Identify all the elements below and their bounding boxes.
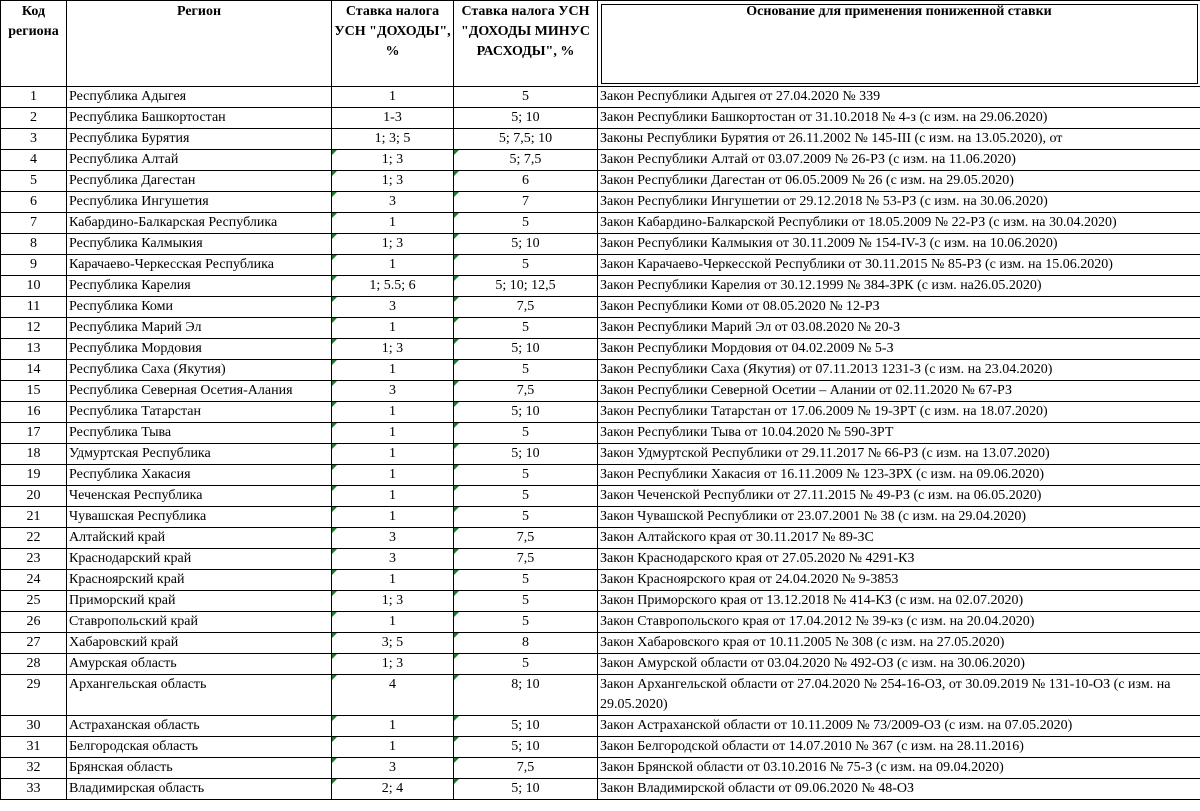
cell-code[interactable]: 15	[1, 381, 67, 402]
cell-income-rate[interactable]: 1	[332, 444, 454, 465]
cell-code[interactable]: 7	[1, 213, 67, 234]
table-row	[1, 297, 1200, 318]
cell-basis[interactable]: Закон Владимирской области от 09.06.2020 № 48-ОЗ	[598, 779, 1200, 800]
cell-income-minus-rate[interactable]: 5; 10	[454, 716, 598, 737]
table-row	[1, 758, 1200, 779]
table-row	[1, 171, 1200, 192]
cell-income-rate[interactable]: 1	[332, 716, 454, 737]
cell-income-rate[interactable]: 1	[332, 318, 454, 339]
cell-region[interactable]: Амурская область	[67, 654, 332, 675]
cell-code[interactable]: 32	[1, 758, 67, 779]
cell-income-rate[interactable]: 1; 3; 5	[332, 129, 454, 150]
cell-income-minus-rate[interactable]: 5; 7,5	[454, 150, 598, 171]
cell-region[interactable]: Удмуртская Республика	[67, 444, 332, 465]
cell-region[interactable]: Республика Башкортостан	[67, 108, 332, 129]
cell-code[interactable]: 30	[1, 716, 67, 737]
cell-income-minus-rate[interactable]: 6	[454, 171, 598, 192]
cell-income-minus-rate[interactable]: 7	[454, 192, 598, 213]
cell-basis[interactable]: Закон Республики Татарстан от 17.06.2009 № 19-ЗРТ (с изм. на 18.07.2020)	[598, 402, 1200, 423]
cell-income-rate[interactable]: 1-3	[332, 108, 454, 129]
cell-region[interactable]: Республика Калмыкия	[67, 234, 332, 255]
cell-region[interactable]: Краснодарский край	[67, 549, 332, 570]
cell-region[interactable]: Республика Карелия	[67, 276, 332, 297]
cell-income-rate[interactable]: 1	[332, 423, 454, 444]
header-income-minus-rate[interactable]: Ставка налога УСН "ДОХОДЫ МИНУС РАСХОДЫ", %	[454, 1, 598, 87]
cell-region[interactable]: Республика Коми	[67, 297, 332, 318]
cell-basis[interactable]: Закон Чеченской Республики от 27.11.2015 № 49-РЗ (с изм. на 06.05.2020)	[598, 486, 1200, 507]
cell-region[interactable]: Республика Марий Эл	[67, 318, 332, 339]
cell-basis[interactable]: Закон Удмуртской Республики от 29.11.2017 № 66-РЗ (с изм. на 13.07.2020)	[598, 444, 1200, 465]
cell-code[interactable]: 10	[1, 276, 67, 297]
table-row	[1, 570, 1200, 591]
cell-income-minus-rate[interactable]: 5; 10	[454, 402, 598, 423]
cell-income-minus-rate[interactable]: 5; 10	[454, 737, 598, 758]
cell-income-minus-rate[interactable]: 5; 10	[454, 234, 598, 255]
cell-income-minus-rate[interactable]: 7,5	[454, 528, 598, 549]
cell-basis[interactable]: Закон Республики Башкортостан от 31.10.2018 № 4-з (с изм. на 29.06.2020)	[598, 108, 1200, 129]
table-row	[1, 423, 1200, 444]
cell-code[interactable]: 31	[1, 737, 67, 758]
table-row	[1, 654, 1200, 675]
cell-region[interactable]: Республика Дагестан	[67, 171, 332, 192]
cell-basis[interactable]: Закон Краснодарского края от 27.05.2020 № 4291-КЗ	[598, 549, 1200, 570]
table-row	[1, 213, 1200, 234]
cell-income-minus-rate[interactable]: 5	[454, 255, 598, 276]
cell-code[interactable]: 27	[1, 633, 67, 654]
cell-income-minus-rate[interactable]: 7,5	[454, 549, 598, 570]
cell-income-rate[interactable]: 1	[332, 737, 454, 758]
cell-basis[interactable]: Закон Приморского края от 13.12.2018 № 414-КЗ (с изм. на 02.07.2020)	[598, 591, 1200, 612]
cell-region[interactable]: Астраханская область	[67, 716, 332, 737]
cell-income-rate[interactable]: 1	[332, 360, 454, 381]
table-row	[1, 192, 1200, 213]
cell-basis[interactable]: Закон Астраханской области от 10.11.2009 № 73/2009-ОЗ (с изм. на 07.05.2020)	[598, 716, 1200, 737]
cell-income-minus-rate[interactable]: 5; 10	[454, 444, 598, 465]
cell-income-rate[interactable]: 3	[332, 549, 454, 570]
table-row	[1, 255, 1200, 276]
cell-income-minus-rate[interactable]: 7,5	[454, 297, 598, 318]
cell-income-minus-rate[interactable]: 5; 7,5; 10	[454, 129, 598, 150]
table-row	[1, 528, 1200, 549]
cell-code[interactable]: 14	[1, 360, 67, 381]
cell-income-rate[interactable]: 3	[332, 381, 454, 402]
cell-region[interactable]: Республика Хакасия	[67, 465, 332, 486]
cell-income-rate[interactable]: 4	[332, 675, 454, 716]
table-row	[1, 612, 1200, 633]
cell-income-minus-rate[interactable]: 7,5	[454, 381, 598, 402]
cell-region[interactable]: Республика Бурятия	[67, 129, 332, 150]
cell-income-rate[interactable]: 1	[332, 255, 454, 276]
cell-region[interactable]: Республика Мордовия	[67, 339, 332, 360]
cell-basis[interactable]: Закон Республики Калмыкия от 30.11.2009 № 154-IV-3 (с изм. на 10.06.2020)	[598, 234, 1200, 255]
cell-region[interactable]: Республика Северная Осетия-Алания	[67, 381, 332, 402]
cell-income-minus-rate[interactable]: 8; 10	[454, 675, 598, 716]
cell-income-rate[interactable]: 2; 4	[332, 779, 454, 800]
cell-income-rate[interactable]: 1	[332, 612, 454, 633]
cell-income-rate[interactable]: 1; 3	[332, 234, 454, 255]
cell-income-rate[interactable]: 1	[332, 402, 454, 423]
cell-code[interactable]: 2	[1, 108, 67, 129]
cell-code[interactable]: 3	[1, 129, 67, 150]
cell-income-minus-rate[interactable]: 5	[454, 360, 598, 381]
table-row	[1, 360, 1200, 381]
cell-basis[interactable]: Закон Карачаево-Черкесской Республики от 30.11.2015 № 85-РЗ (с изм. на 15.06.2020)	[598, 255, 1200, 276]
cell-income-minus-rate[interactable]: 5	[454, 423, 598, 444]
table-row	[1, 276, 1200, 297]
cell-code[interactable]: 12	[1, 318, 67, 339]
cell-income-rate[interactable]: 1; 3	[332, 339, 454, 360]
header-region[interactable]: Регион	[67, 1, 332, 87]
cell-code[interactable]: 8	[1, 234, 67, 255]
table-row	[1, 381, 1200, 402]
cell-region[interactable]: Владимирская область	[67, 779, 332, 800]
header-basis[interactable]: Основание для применения пониженной ставки	[598, 1, 1200, 87]
table-row	[1, 150, 1200, 171]
cell-basis[interactable]: Закон Республики Северной Осетии – Алании от 02.11.2020 № 67-РЗ	[598, 381, 1200, 402]
cell-income-minus-rate[interactable]: 5	[454, 486, 598, 507]
cell-income-rate[interactable]: 3; 5	[332, 633, 454, 654]
cell-basis[interactable]: Закон Брянской области от 03.10.2016 № 75-З (с изм. на 09.04.2020)	[598, 758, 1200, 779]
cell-code[interactable]: 20	[1, 486, 67, 507]
table-row	[1, 234, 1200, 255]
cell-code[interactable]: 33	[1, 779, 67, 800]
cell-code[interactable]: 6	[1, 192, 67, 213]
cell-basis[interactable]: Закон Республики Мордовия от 04.02.2009 № 5-З	[598, 339, 1200, 360]
table-row	[1, 444, 1200, 465]
cell-code[interactable]: 11	[1, 297, 67, 318]
cell-basis[interactable]: Закон Архангельской области от 27.04.2020 № 254-16-ОЗ, от 30.09.2019 № 131-10-ОЗ (с изм. на 29.05.2020)	[598, 675, 1200, 716]
cell-region[interactable]: Алтайский край	[67, 528, 332, 549]
cell-region[interactable]: Кабардино-Балкарская Республика	[67, 213, 332, 234]
cell-income-minus-rate[interactable]: 7,5	[454, 758, 598, 779]
cell-income-rate[interactable]: 1	[332, 486, 454, 507]
cell-code[interactable]: 19	[1, 465, 67, 486]
table-row	[1, 108, 1200, 129]
cell-basis[interactable]: Закон Республики Саха (Якутия) от 07.11.2013 1231-З (с изм. на 23.04.2020)	[598, 360, 1200, 381]
cell-basis[interactable]: Закон Ставропольского края от 17.04.2012 № 39-кз (с изм. на 20.04.2020)	[598, 612, 1200, 633]
cell-region[interactable]: Республика Алтай	[67, 150, 332, 171]
cell-code[interactable]: 9	[1, 255, 67, 276]
cell-code[interactable]: 4	[1, 150, 67, 171]
table-row	[1, 318, 1200, 339]
cell-region[interactable]: Брянская область	[67, 758, 332, 779]
cell-basis[interactable]: Закон Республики Алтай от 03.07.2009 № 26-РЗ (с изм. на 11.06.2020)	[598, 150, 1200, 171]
cell-code[interactable]: 22	[1, 528, 67, 549]
cell-income-minus-rate[interactable]: 5	[454, 612, 598, 633]
table-row	[1, 779, 1200, 800]
table-row	[1, 716, 1200, 737]
cell-income-rate[interactable]: 3	[332, 528, 454, 549]
cell-region[interactable]: Чеченская Республика	[67, 486, 332, 507]
cell-basis[interactable]: Закон Кабардино-Балкарской Республики от 18.05.2009 № 22-РЗ (с изм. на 30.04.2020)	[598, 213, 1200, 234]
cell-basis[interactable]: Закон Республики Адыгея от 27.04.2020 № 339	[598, 87, 1200, 108]
cell-income-rate[interactable]: 1; 3	[332, 591, 454, 612]
cell-code[interactable]: 25	[1, 591, 67, 612]
table-row	[1, 87, 1200, 108]
table-row	[1, 129, 1200, 150]
cell-income-minus-rate[interactable]: 5; 10	[454, 779, 598, 800]
cell-income-minus-rate[interactable]: 8	[454, 633, 598, 654]
cell-basis[interactable]: Закон Республики Хакасия от 16.11.2009 № 123-ЗРХ (с изм. на 09.06.2020)	[598, 465, 1200, 486]
table-row	[1, 465, 1200, 486]
cell-code[interactable]: 24	[1, 570, 67, 591]
cell-region[interactable]: Республика Тыва	[67, 423, 332, 444]
cell-region[interactable]: Хабаровский край	[67, 633, 332, 654]
cell-code[interactable]: 18	[1, 444, 67, 465]
cell-income-minus-rate[interactable]: 5	[454, 570, 598, 591]
cell-basis[interactable]: Закон Красноярского края от 24.04.2020 № 9-3853	[598, 570, 1200, 591]
cell-income-minus-rate[interactable]: 5	[454, 318, 598, 339]
cell-basis[interactable]: Закон Амурской области от 03.04.2020 № 492-ОЗ (с изм. на 30.06.2020)	[598, 654, 1200, 675]
cell-income-rate[interactable]: 1	[332, 507, 454, 528]
cell-income-rate[interactable]: 1; 5.5; 6	[332, 276, 454, 297]
cell-income-rate[interactable]: 1	[332, 87, 454, 108]
cell-code[interactable]: 17	[1, 423, 67, 444]
cell-income-rate[interactable]: 3	[332, 192, 454, 213]
cell-basis[interactable]: Закон Чувашской Республики от 23.07.2001 № 38 (с изм. на 29.04.2020)	[598, 507, 1200, 528]
table-row	[1, 737, 1200, 758]
cell-code[interactable]: 1	[1, 87, 67, 108]
header-income-rate[interactable]: Ставка налога УСН "ДОХОДЫ", %	[332, 1, 454, 87]
table-row	[1, 402, 1200, 423]
cell-income-minus-rate[interactable]: 5	[454, 213, 598, 234]
cell-basis[interactable]: Закон Республики Карелия от 30.12.1999 № 384-ЗРК (с изм. на26.05.2020)	[598, 276, 1200, 297]
cell-basis[interactable]: Закон Республики Коми от 08.05.2020 № 12-РЗ	[598, 297, 1200, 318]
cell-income-minus-rate[interactable]: 5	[454, 465, 598, 486]
cell-code[interactable]: 13	[1, 339, 67, 360]
cell-region[interactable]: Чувашская Республика	[67, 507, 332, 528]
cell-income-minus-rate[interactable]: 5; 10	[454, 339, 598, 360]
cell-code[interactable]: 16	[1, 402, 67, 423]
cell-income-rate[interactable]: 1	[332, 465, 454, 486]
header-row	[1, 1, 1200, 87]
cell-code[interactable]: 23	[1, 549, 67, 570]
cell-region[interactable]: Архангельская область	[67, 675, 332, 716]
cell-region[interactable]: Республика Ингушетия	[67, 192, 332, 213]
cell-basis[interactable]: Законы Республики Бурятия от 26.11.2002 № 145-III (с изм. на 13.05.2020), от	[598, 129, 1200, 150]
table-row	[1, 633, 1200, 654]
table-row	[1, 507, 1200, 528]
cell-code[interactable]: 26	[1, 612, 67, 633]
cell-income-rate[interactable]: 1	[332, 570, 454, 591]
cell-code[interactable]: 28	[1, 654, 67, 675]
cell-basis[interactable]: Закон Алтайского края от 30.11.2017 № 89-ЗС	[598, 528, 1200, 549]
cell-code[interactable]: 21	[1, 507, 67, 528]
cell-code[interactable]: 29	[1, 675, 67, 716]
cell-region[interactable]: Республика Саха (Якутия)	[67, 360, 332, 381]
cell-region[interactable]: Красноярский край	[67, 570, 332, 591]
table-row	[1, 675, 1200, 716]
cell-region[interactable]: Ставропольский край	[67, 612, 332, 633]
cell-income-minus-rate[interactable]: 5	[454, 654, 598, 675]
cell-income-minus-rate[interactable]: 5	[454, 87, 598, 108]
cell-income-rate[interactable]: 1; 3	[332, 654, 454, 675]
cell-basis[interactable]: Закон Республики Марий Эл от 03.08.2020 № 20-З	[598, 318, 1200, 339]
cell-income-rate[interactable]: 1	[332, 213, 454, 234]
cell-region[interactable]: Приморский край	[67, 591, 332, 612]
cell-income-minus-rate[interactable]: 5	[454, 591, 598, 612]
cell-code[interactable]: 5	[1, 171, 67, 192]
cell-income-minus-rate[interactable]: 5; 10; 12,5	[454, 276, 598, 297]
cell-income-minus-rate[interactable]: 5	[454, 507, 598, 528]
header-code[interactable]: Код региона	[1, 1, 67, 87]
cell-basis[interactable]: Закон Республики Ингушетии от 29.12.2018 № 53-РЗ (с изм. на 30.06.2020)	[598, 192, 1200, 213]
cell-income-minus-rate[interactable]: 5; 10	[454, 108, 598, 129]
table-row	[1, 549, 1200, 570]
cell-basis[interactable]: Закон Хабаровского края от 10.11.2005 № 308 (с изм. на 27.05.2020)	[598, 633, 1200, 654]
table-row	[1, 486, 1200, 507]
cell-basis[interactable]: Закон Республики Дагестан от 06.05.2009 № 26 (с изм. на 29.05.2020)	[598, 171, 1200, 192]
cell-income-rate[interactable]: 1; 3	[332, 150, 454, 171]
cell-region[interactable]: Белгородская область	[67, 737, 332, 758]
cell-income-rate[interactable]: 3	[332, 758, 454, 779]
cell-region[interactable]: Республика Татарстан	[67, 402, 332, 423]
cell-basis[interactable]: Закон Республики Тыва от 10.04.2020 № 590-ЗРТ	[598, 423, 1200, 444]
cell-region[interactable]: Карачаево-Черкесская Республика	[67, 255, 332, 276]
cell-income-rate[interactable]: 3	[332, 297, 454, 318]
cell-income-rate[interactable]: 1; 3	[332, 171, 454, 192]
table-row	[1, 339, 1200, 360]
cell-basis[interactable]: Закон Белгородской области от 14.07.2010 № 367 (с изм. на 28.11.2016)	[598, 737, 1200, 758]
cell-region[interactable]: Республика Адыгея	[67, 87, 332, 108]
table-row	[1, 591, 1200, 612]
